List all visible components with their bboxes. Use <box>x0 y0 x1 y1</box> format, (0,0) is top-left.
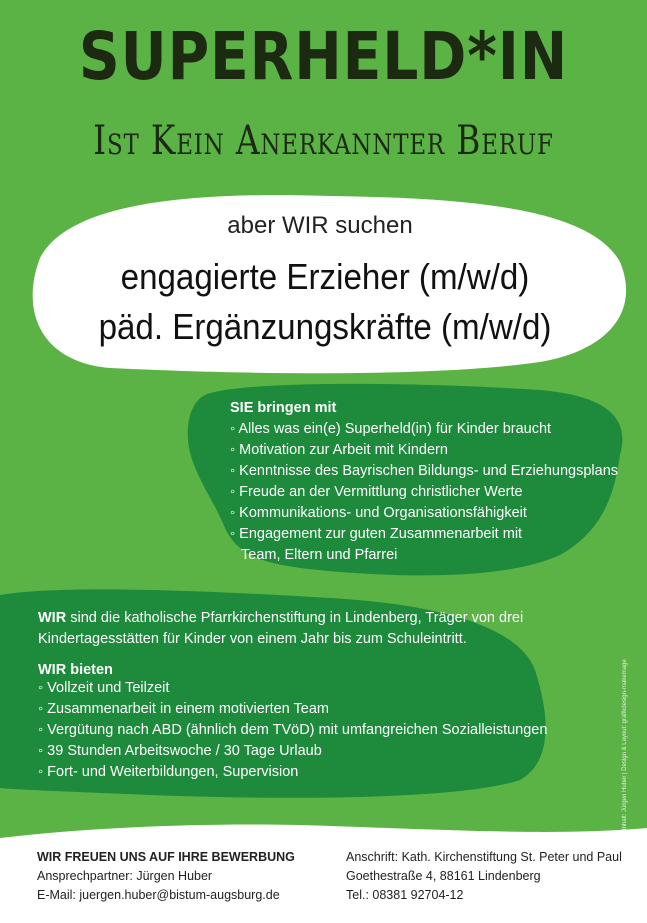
position-erzieher: engagierte Erzieher (m/w/d) <box>120 256 530 297</box>
contact-person: Ansprechpartner: Jürgen Huber <box>37 869 213 883</box>
address-line-1: Anschrift: Kath. Kirchenstiftung St. Peter und Paul <box>346 850 622 864</box>
wir-label: WIR <box>38 610 67 626</box>
list-item: ◦ Freude an der Vermittlung christlicher Werte <box>230 482 618 503</box>
list-item: ◦ Zusammenarbeit in einem motivierten Team <box>38 699 558 720</box>
contact-email: E-Mail: juergen.huber@bistum-augsburg.de <box>37 888 280 902</box>
list-item: ◦ Vollzeit und Teilzeit <box>38 678 558 699</box>
list-item: ◦ Kommunikations- und Organisationsfähigkeit <box>230 503 618 524</box>
requirements-section <box>230 400 618 566</box>
organization-text: sind die katholische Pfarrkirchenstiftung in Lindenberg, Träger von drei Kindertagesstätten für Kinder von einem Jahr bis zum Schuleintritt. <box>38 610 524 647</box>
footer-contact <box>37 848 295 905</box>
offer-section <box>38 608 558 783</box>
organization-description <box>38 608 558 650</box>
address-line-2: Goethestraße 4, 88161 Lindenberg <box>346 869 541 883</box>
intro-text: aber WIR suchen <box>227 212 413 239</box>
list-item: ◦ Motivation zur Arbeit mit Kindern <box>230 440 618 461</box>
list-item: ◦ Engagement zur guten Zusammenarbeit mit Team, Eltern und Pfarrei <box>230 524 561 566</box>
position-ergaenzungskraefte: päd. Ergänzungskräfte (m/w/d) <box>98 306 552 347</box>
requirements-list <box>230 419 618 566</box>
headline-beruf: Ist Kein Anerkannter Beruf <box>93 118 554 164</box>
footer-heading: WIR FREUEN UNS AUF IHRE BEWERBUNG <box>37 850 295 864</box>
list-item: ◦ Vergütung nach ABD (ähnlich dem TVöD) mit umfangreichen Sozialleistungen <box>38 720 558 741</box>
requirements-heading: SIE bringen mit <box>230 400 337 416</box>
offer-heading: WIR bieten <box>38 662 113 678</box>
contact-phone: Tel.: 08381 92704-12 <box>346 888 464 902</box>
list-item: ◦ Fort- und Weiterbildungen, Supervision <box>38 762 558 783</box>
list-item: ◦ Kenntnisse des Bayrischen Bildungs- und Erziehungsplans <box>230 461 618 482</box>
footer-address <box>346 848 622 905</box>
design-credit: Inhalt: Jürgen Huber | Design & Layout: grafikdesign-makemage <box>622 659 628 830</box>
list-item: ◦ 39 Stunden Arbeitswoche / 30 Tage Urlaub <box>38 741 558 762</box>
headline-superheld: SUPERHELD*IN <box>78 18 569 95</box>
offer-list <box>38 678 558 783</box>
list-item: ◦ Alles was ein(e) Superheld(in) für Kinder braucht <box>230 419 618 440</box>
